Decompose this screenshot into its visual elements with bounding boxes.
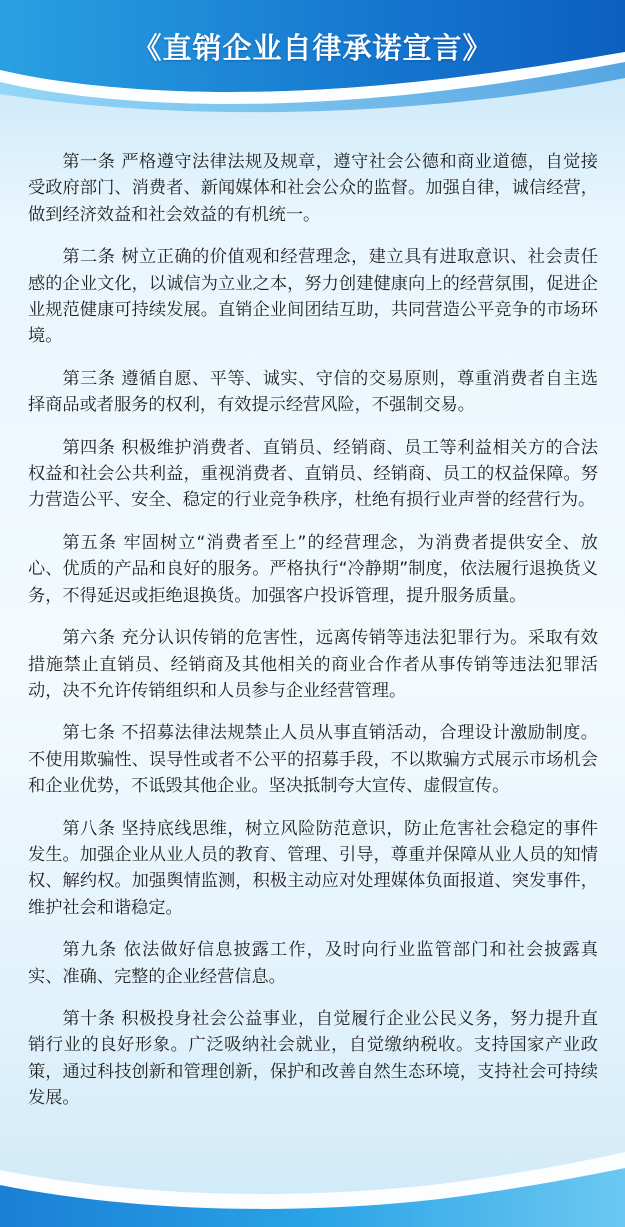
- article-2: 第二条 树立正确的价值观和经营理念，建立具有进取意识、社会责任感的企业文化，以诚信为立业之本，努力创建健康向上的经营氛围，促进企业规范健康可持续发展。直销企业间团结互助，共同营造公平竞争的市场环境。: [28, 247, 598, 347]
- article-10: 第十条 积极投身社会公益事业，自觉履行企业公民义务，努力提升直销行业的良好形象。广泛吸纳社会就业，自觉缴纳税收。支持国家产业政策，通过科技创新和管理创新，保护和改善自然生态环境，支持社会可持续发展。: [28, 1008, 598, 1109]
- article-9: 第九条 依法做好信息披露工作，及时向行业监管部门和社会披露真实、准确、完整的企业经营信息。: [28, 940, 598, 987]
- article-4: 第四条 积极维护消费者、直销员、经销商、员工等利益相关方的合法权益和社会公共利益，重视消费者、直销员、经销商、员工的权益保障。努力营造公平、安全、稳定的行业竞争秩序，杜绝有损行业声誉的经营行为。: [28, 437, 598, 511]
- article-6: 第六条 充分认识传销的危害性，远离传销等违法犯罪行为。采取有效措施禁止直销员、经销商及其他相关的商业合作者从事传销等违法犯罪活动，决不允许传销组织和人员参与企业经营管理。: [28, 628, 598, 701]
- footer-wave: [0, 1130, 625, 1227]
- article-5: 第五条 牢固树立“消费者至上”的经营理念，为消费者提供安全、放心、优质的产品和良好的服务。严格执行“冷静期”制度，依法履行退换货义务，不得延迟或拒绝退换货。加强客户投诉管理，提升服务质量。: [28, 532, 598, 606]
- articles-list: [28, 149, 598, 1128]
- article-7: 第七条 不招募法律法规禁止人员从事直销活动，合理设计激励制度。不使用欺骗性、误导性或者不公平的招募手段，不以欺骗方式展示市场机会和企业优势，不诋毁其他企业。坚决抵制夸大宣传、虚假宣传。: [28, 723, 598, 797]
- article-8: 第八条 坚持底线思维，树立风险防范意识，防止危害社会稳定的事件发生。加强企业从业人员的教育、管理、引导，尊重并保障从业人员的知情权、解约权。加强舆情监测，积极主动应对处理媒体负面报道、突发事件，维护社会和谐稳定。: [28, 818, 598, 918]
- article-1: 第一条 严格遵守法律法规及规章，遵守社会公德和商业道德，自觉接受政府部门、消费者、新闻媒体和社会公众的监督。加强自律，诚信经营，做到经济效益和社会效益的有机统一。: [28, 152, 598, 225]
- article-3: 第三条 遵循自愿、平等、诚实、守信的交易原则，尊重消费者自主选择商品或者服务的权利，有效提示经营风险，不强制交易。: [28, 368, 598, 416]
- page-title: 《直销企业自律承诺宣言》: [132, 31, 493, 65]
